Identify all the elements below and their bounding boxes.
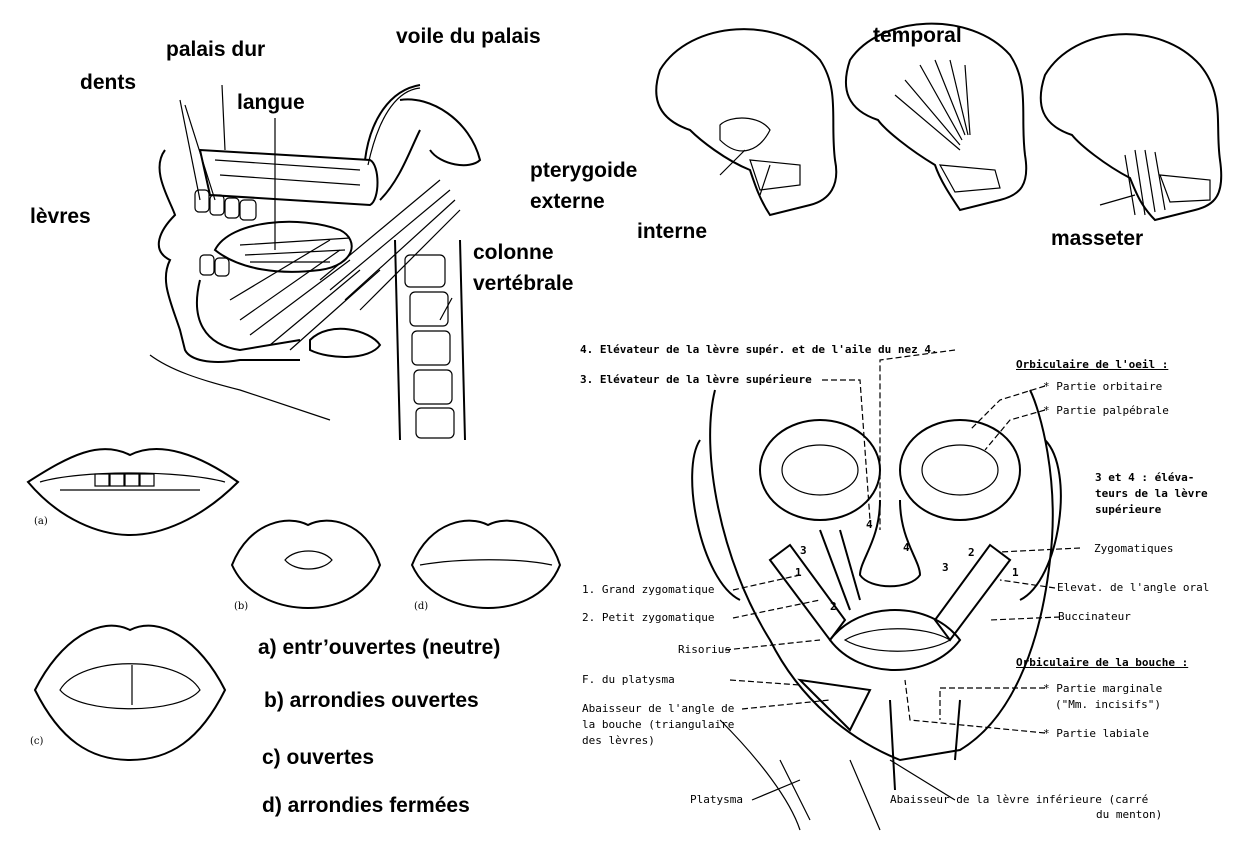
face-label-3et4-1: 3 et 4 : éléva- [1095, 471, 1195, 484]
face-number: 4 [866, 518, 873, 531]
face-label-buccinateur: Buccinateur [1058, 610, 1131, 623]
face-number: 2 [968, 546, 975, 559]
face-label-f-platysma: F. du platysma [582, 673, 675, 686]
face-label-orbiculaire-oeil: Orbiculaire de l'oeil : [1016, 358, 1169, 371]
lips-drawings [28, 449, 560, 760]
face-label-platysma: Platysma [690, 793, 743, 806]
face-label-orbiculaire-bouche: Orbiculaire de la bouche : [1016, 656, 1189, 669]
label-temporal: temporal [873, 24, 962, 47]
fig-label-a: (a) [34, 516, 48, 527]
sagittal-section-drawing [150, 85, 480, 440]
face-label-partie-labiale: * Partie labiale [1043, 727, 1149, 740]
fig-label-b: (b) [234, 601, 249, 612]
face-number: 3 [942, 561, 949, 574]
fig-label-d: (d) [414, 601, 429, 612]
face-label-zygomatiques: Zygomatiques [1094, 542, 1174, 555]
face-number: 4 [903, 541, 910, 554]
face-number: 1 [1012, 566, 1019, 579]
skull-drawings [656, 24, 1221, 220]
label-vertebrale: vertébrale [473, 272, 574, 295]
label-externe: externe [530, 190, 605, 213]
face-muscle-drawing [692, 350, 1080, 830]
face-label-partie-orbitaire: * Partie orbitaire [1043, 380, 1163, 393]
face-label-4: 4. Elévateur de la lèvre supér. et de l'aile du nez 4. [580, 343, 938, 356]
face-label-3: 3. Elévateur de la lèvre supérieure [580, 373, 812, 386]
face-label-incisifs: ("Mm. incisifs") [1055, 698, 1161, 711]
face-label-risorius: Risorius [678, 643, 731, 656]
caption-c: c) ouvertes [262, 746, 375, 769]
face-label-partie-palpebrale: * Partie palpébrale [1043, 404, 1169, 417]
label-interne: interne [637, 220, 708, 243]
face-label-3et4-3: supérieure [1095, 503, 1162, 516]
label-colonne: colonne [473, 241, 554, 264]
caption-d: d) arrondies fermées [262, 794, 470, 817]
label-palais-dur: palais dur [166, 38, 266, 61]
face-number: 3 [800, 544, 807, 557]
label-pterygoide: pterygoide [530, 159, 638, 182]
face-label-abaisseur-levre-2: du menton) [1096, 808, 1163, 821]
caption-b: b) arrondies ouvertes [264, 689, 479, 712]
face-label-elevat-angle: Elevat. de l'angle oral [1057, 581, 1210, 594]
face-label-3et4-2: teurs de la lèvre [1095, 487, 1208, 500]
caption-a: a) entr’ouvertes (neutre) [258, 636, 501, 659]
face-label-partie-marginale: * Partie marginale [1043, 682, 1163, 695]
face-label-abaisseur-levre-1: Abaisseur de la lèvre inférieure (carré [890, 793, 1149, 806]
label-voile-du-palais: voile du palais [396, 25, 541, 48]
face-label-abaisseur-1: Abaisseur de l'angle de [582, 702, 735, 715]
face-label-1: 1. Grand zygomatique [582, 583, 715, 596]
fig-label-c: (c) [30, 736, 44, 747]
label-masseter: masseter [1051, 227, 1144, 250]
label-dents: dents [80, 71, 137, 94]
label-levres: lèvres [30, 205, 91, 228]
face-number: 2 [830, 600, 837, 613]
label-langue: langue [237, 91, 305, 114]
face-label-abaisseur-3: des lèvres) [582, 734, 655, 747]
face-number: 1 [795, 566, 802, 579]
face-label-2: 2. Petit zygomatique [582, 611, 715, 624]
face-label-abaisseur-2: la bouche (triangulaire [582, 718, 735, 731]
